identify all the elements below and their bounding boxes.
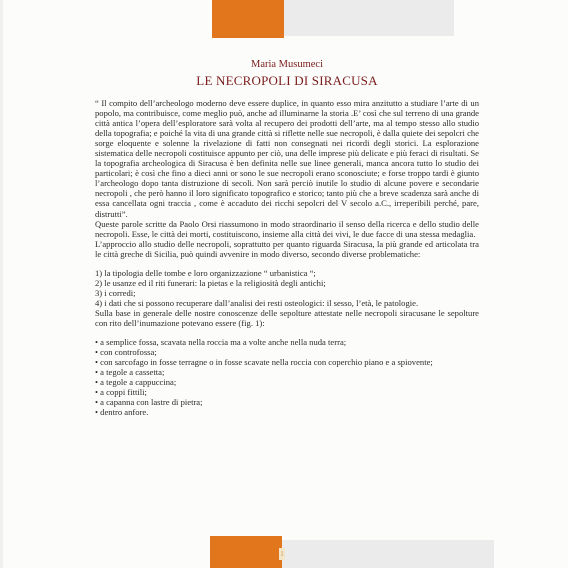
footer-gray-bar: [282, 540, 494, 568]
list-item: 2) le usanze ed il riti funerari: la pietas e la religiosità degli antichi;: [95, 277, 326, 288]
paragraph-orsi: Queste parole scritte da Paolo Orsi riassumono in modo straordinario il senso della ricerca e dello studio delle necropoli. Esse, le città dei morti, costituiscono, insieme alla città dei vivi, le due facce di una stessa medaglia.: [95, 218, 479, 239]
list-item: 1) la tipologia delle tombe e loro organizzazione “ urbanistica “;: [95, 267, 316, 278]
header-gray-bar: [284, 0, 454, 36]
list-item: 3) i corredi;: [95, 287, 136, 298]
page-number: 1: [280, 550, 284, 558]
page-edge: [0, 0, 3, 568]
list-item: • a semplice fossa, scavata nella roccia ma a volte anche nella nuda terra;: [95, 337, 347, 348]
list-item: • dentro anfore.: [95, 407, 149, 418]
page-number-marker: [279, 548, 285, 560]
author-name: Maria Musumeci: [250, 59, 324, 70]
paragraph-closing: Sulla base in generale delle nostre conoscenze delle sepolture attestate nelle necropoli siracusane le sepolture con rito dell’inumazione potevano essere (fig. 1):: [95, 307, 479, 328]
problems-list: [95, 268, 479, 308]
paragraph-approach: L’approccio allo studio delle necropoli, soprattutto per quanto riguarda Siracusa, la più grande ed articolata tra le città greche di Sicilia, può quindi avvenire in modo diverso, secondo diverse problematiche:: [95, 238, 479, 259]
list-item: • a coppi fittili;: [95, 387, 147, 398]
list-item: 4) i dati che si possono recuperare dall’analisi dei resti osteologici: il sesso, l’età, le patologie.: [95, 297, 419, 308]
burial-types-list: [95, 337, 479, 417]
article-text: [95, 98, 479, 417]
header-accent-bar: [212, 0, 284, 38]
list-item: • con sarcofago in fosse terragne o in fosse scavate nella roccia con coperchio piano e a spiovente;: [95, 357, 433, 368]
article-body: [95, 58, 479, 417]
paragraph-quote: “ Il compito dell’archeologo moderno deve essere duplice, in quanto esso mira anzitutto a studiare l’arte di un popolo, ma contribuisce, come meglio può, anche ad illuminarne la storia .E’ così che sul terreno di una grande città antica l’opera dell’esploratore sarà volta al recupero dei prodotti dell’arte, ma al tempo stesso allo studio della topografia; e poiché la vita di una grande città si riflette nelle sue necropoli, è dalla quiete dei sepolcri che sorge eloquente e solenne la rivelazione di fatti non consegnati nei ricordi degli storici. La esplorazione sistematica delle necropoli costituisce appunto per ciò, una delle imprese più delicate e più feraci di risultati. Se la topografia archeologica di Siracusa è ben definita nelle sue linee generali, manca ancora tutto lo studio dei particolari; è così che fino a dieci anni or sono le sue necropoli erano sconosciute; e forse troppo tardi è giunto l’archeologo dopo tanta distruzione di secoli. Non sarà perciò inutile lo studio di alcune povere e secondarie necropoli , che però hanno il loro significato topografico e storico; tanto più che a breve scadenza sarà anche di essa cancellata ogni traccia , come è accaduto dei ricchi sepolcri del V secolo a.C., irreperibili perché, pare, distrutti”.: [95, 98, 479, 219]
list-item: • con controfossa;: [95, 347, 157, 358]
list-item: • a tegole a cassetta;: [95, 367, 165, 378]
list-item: • a capanna con lastre di pietra;: [95, 397, 203, 408]
list-item: • a tegole a cappuccina;: [95, 377, 177, 388]
footer-accent-bar: [210, 536, 282, 568]
article-title: LE NECROPOLI DI SIRACUSA: [196, 73, 378, 88]
